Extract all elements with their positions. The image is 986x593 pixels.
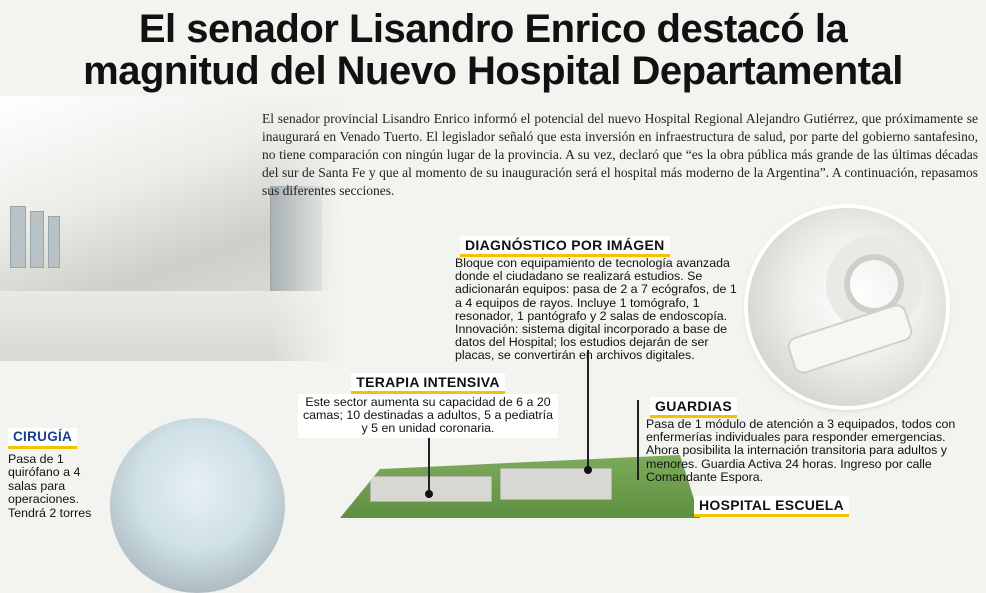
connector-line [428, 434, 430, 494]
section-diagnostico-title: DIAGNÓSTICO POR IMÁGEN [460, 236, 670, 257]
connector-dot [584, 466, 592, 474]
photo-window [30, 211, 44, 268]
photo-window [48, 216, 60, 268]
intro-paragraph: El senador provincial Lisandro Enrico informó el potencial del nuevo Hospital Regional Alejandro Gutiérrez, que próximamente se inaugurará en Venado Tuerto. El legislador señaló que esta inversión en infraestructura de salud, por parte del gobierno santafesino, no tiene comparación con ningún lugar de la provincia. A su vez, declaró que “es la obra pública más grande de las últimas décadas del sur de Santa Fe y que al momento de su inauguración será el hospital más moderno de la Argentina”. A continuación, repasamos sus diferentes secciones. [262, 111, 978, 198]
section-terapia-body: Este sector aumenta su capacidad de 6 a 20 camas; 10 destinadas a adultos, 5 a pediatría y 5 en unidad coronaria. [298, 394, 558, 438]
connector-line [637, 400, 639, 480]
photo-window [10, 206, 26, 268]
aerial-building [370, 476, 492, 502]
section-cirugia [8, 428, 108, 520]
section-cirugia-title: CIRUGÍA [8, 428, 77, 449]
photo-floor [0, 291, 340, 361]
operating-room-photo [110, 418, 285, 593]
section-diagnostico [455, 236, 745, 363]
section-guardias-title: GUARDIAS [650, 397, 737, 418]
headline [0, 8, 986, 92]
section-terapia [298, 373, 558, 438]
section-guardias [646, 397, 976, 484]
connector-dot [425, 490, 433, 498]
aerial-building [500, 468, 612, 500]
section-terapia-title: TERAPIA INTENSIVA [351, 373, 505, 394]
section-escuela-title: HOSPITAL ESCUELA [694, 496, 849, 517]
headline-line-1: El senador Lisandro Enrico destacó la [138, 7, 848, 51]
headline-line-2: magnitud del Nuevo Hospital Departamental [83, 49, 903, 93]
section-escuela [694, 496, 914, 517]
hospital-aerial-photo [300, 448, 700, 518]
section-cirugia-body: Pasa de 1 quirófano a 4 salas para operaciones. Tendrá 2 torres [8, 452, 92, 520]
connector-line [587, 350, 589, 470]
section-diagnostico-body: Bloque con equipamiento de tecnología avanzada donde el ciudadano se realizará estudios. Se adicionarán equipos: pasa de 2 a 7 ecógrafos, de 1 a 4 equipos de rayos. Incluye 1 tomógrafo, 1 resonador, 1 pantógrafo y 2 salas de endoscopía. Innovación: sistema digital incorporado a base de datos del Hospital; los estudios dejarán de ser placas, se convertirán en archivos digitales. [455, 256, 737, 363]
ct-scanner-photo [748, 208, 946, 406]
section-guardias-body: Pasa de 1 módulo de atención a 3 equipados, todos con enfermerías individuales para responder emergencias. Ahora posibilita la internación transitoria para adultos y menores. Guardia Activa 24 horas. Ingreso por calle Comandante Espora. [646, 417, 956, 484]
